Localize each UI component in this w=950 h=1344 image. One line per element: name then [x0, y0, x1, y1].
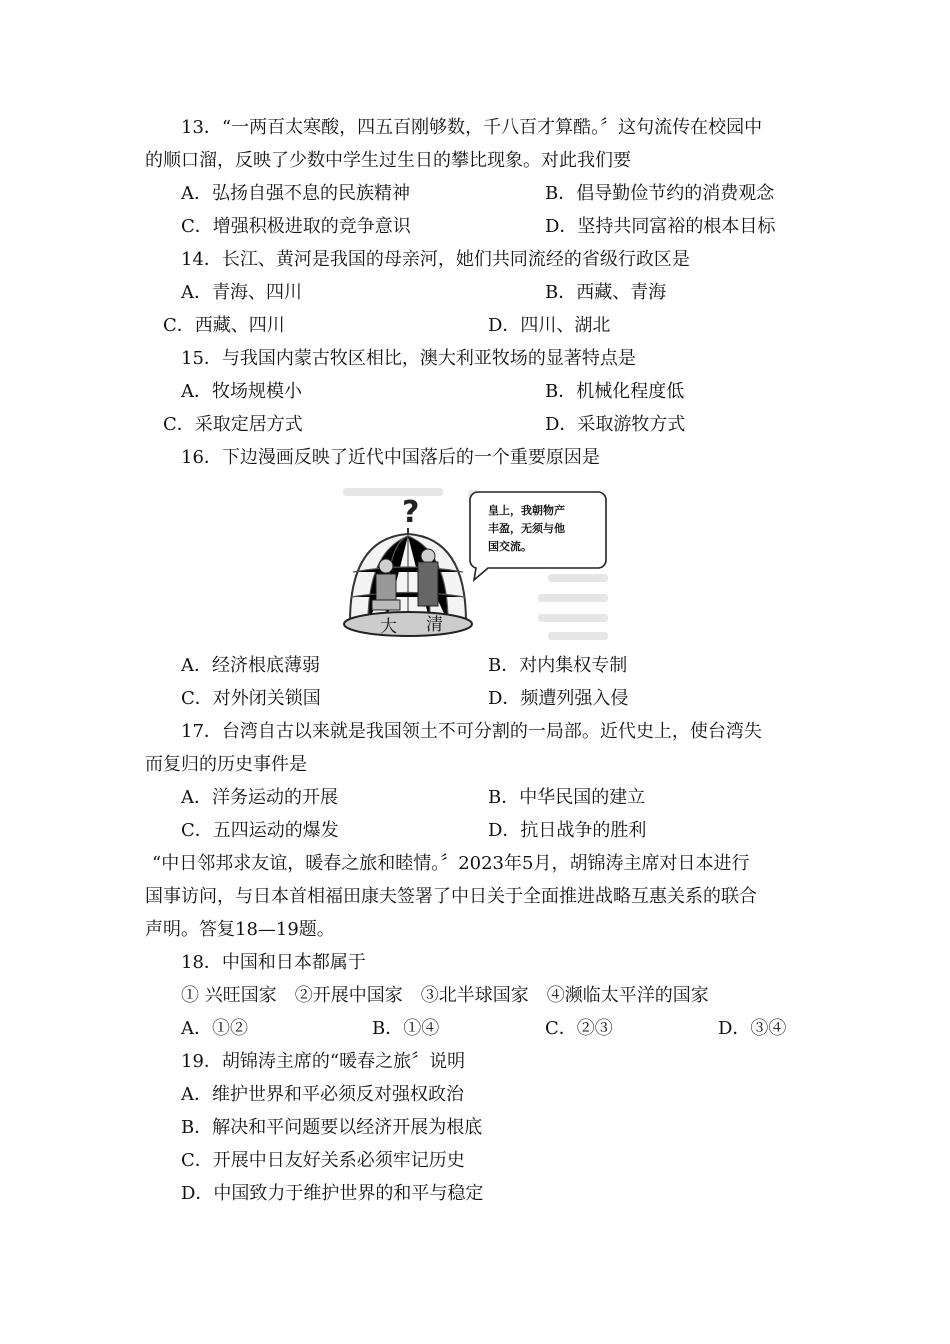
q19-option-d[interactable]: D．中国致力于维护世界的和平与稳定 — [181, 1183, 484, 1204]
q18-items: ① 兴旺国家 ②开展中国家 ③北半球国家 ④濒临太平洋的国家 — [181, 985, 709, 1006]
q18-option-a[interactable]: A．①② — [181, 1018, 248, 1039]
base-label-left: 大 — [380, 617, 397, 637]
q13-option-d[interactable]: D．坚持共同富裕的根本目标 — [545, 216, 776, 237]
q13-option-a[interactable]: A．弘扬自强不息的民族精神 — [181, 183, 410, 204]
passage-line-1: “中日邻邦求友谊，暖春之旅和睦情。〞2023年5月，胡锦涛主席对日本进行 — [152, 853, 750, 874]
q15-option-b[interactable]: B．机械化程度低 — [545, 381, 685, 402]
q19-stem: 19．胡锦涛主席的“暖春之旅〞说明 — [181, 1051, 466, 1072]
q17-stem-line1: 17．台湾自古以来就是我国领土不可分割的一局部。近代史上，使台湾失 — [181, 721, 762, 742]
q14-option-b[interactable]: B．西藏、青海 — [545, 282, 667, 303]
passage-line-3: 声明。答复18—19题。 — [145, 919, 335, 940]
q16-option-b[interactable]: B．对内集权专制 — [488, 655, 628, 676]
q17-option-b[interactable]: B．中华民国的建立 — [488, 787, 646, 808]
q13-option-b[interactable]: B．倡导勤俭节约的消费观念 — [545, 183, 775, 204]
cage-base — [344, 612, 472, 636]
passage-line-2: 国事访问，与日本首相福田康夫签署了中日关于全面推进战略互惠关系的联合 — [145, 886, 757, 907]
q16-option-a[interactable]: A．经济根底薄弱 — [181, 655, 320, 676]
question-mark: ? — [402, 495, 420, 530]
q14-stem: 14．长江、黄河是我国的母亲河，她们共同流经的省级行政区是 — [181, 249, 690, 270]
q14-option-c[interactable]: C．西藏、四川 — [163, 315, 285, 336]
q18-option-d[interactable]: D．③④ — [718, 1018, 787, 1039]
q18-option-c[interactable]: C．②③ — [545, 1018, 613, 1039]
q14-option-a[interactable]: A．青海、四川 — [181, 282, 302, 303]
base-label-right: 清 — [426, 615, 443, 635]
birdcage-cartoon — [338, 482, 620, 644]
q19-option-b[interactable]: B．解决和平问题要以经济开展为根底 — [181, 1117, 483, 1138]
q19-option-c[interactable]: C．开展中日友好关系必须牢记历史 — [181, 1150, 465, 1171]
q13-stem-line2: 的顺口溜，反映了少数中学生过生日的攀比现象。对此我们要 — [145, 150, 631, 171]
bubble-line-3: 国交流。 — [488, 540, 532, 553]
q16-option-c[interactable]: C．对外闭关锁国 — [181, 688, 321, 709]
q15-stem: 15．与我国内蒙古牧区相比，澳大利亚牧场的显著特点是 — [181, 348, 636, 369]
q13-option-c[interactable]: C．增强积极进取的竞争意识 — [181, 216, 411, 237]
q13-stem-line1: 13．“一两百太寒酸，四五百刚够数，千八百才算酷。〞这句流传在校园中 — [181, 117, 763, 138]
q15-option-d[interactable]: D．采取游牧方式 — [545, 414, 686, 435]
q14-option-d[interactable]: D．四川、湖北 — [488, 315, 611, 336]
q15-option-a[interactable]: A．牧场规模小 — [181, 381, 302, 402]
q17-option-c[interactable]: C．五四运动的爆发 — [181, 820, 339, 841]
bubble-line-1: 皇上，我朝物产 — [488, 504, 565, 517]
q18-stem: 18．中国和日本都属于 — [181, 952, 366, 973]
q17-option-a[interactable]: A．洋务运动的开展 — [181, 787, 338, 808]
q18-option-b[interactable]: B．①④ — [372, 1018, 440, 1039]
q17-option-d[interactable]: D．抗日战争的胜利 — [488, 820, 647, 841]
official-figure — [418, 549, 438, 606]
q19-option-a[interactable]: A．维护世界和平必须反对强权政治 — [181, 1084, 464, 1105]
q16-option-d[interactable]: D．频遭列强入侵 — [488, 688, 629, 709]
q17-stem-line2: 而复归的历史事件是 — [145, 754, 307, 775]
bubble-line-2: 丰盈，无须与他 — [488, 522, 565, 535]
q15-option-c[interactable]: C．采取定居方式 — [163, 414, 303, 435]
q16-stem: 16．下边漫画反映了近代中国落后的一个重要原因是 — [181, 447, 600, 468]
